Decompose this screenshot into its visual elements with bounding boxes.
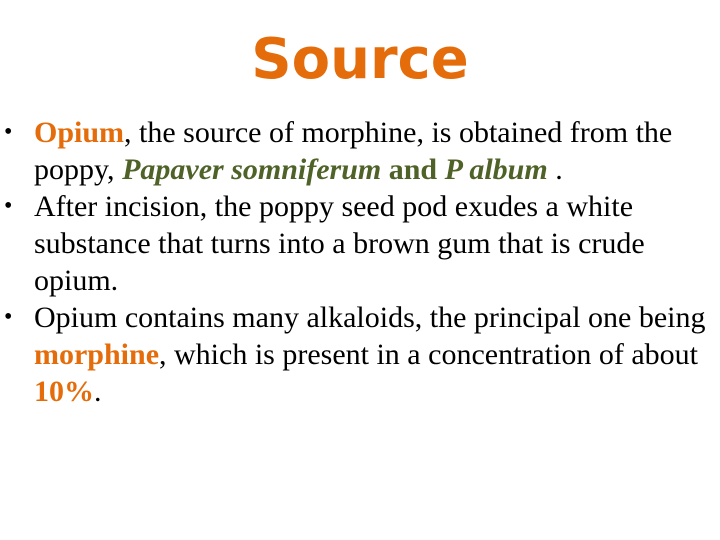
bullet-marker: • xyxy=(4,119,13,145)
bullet-marker: • xyxy=(4,304,13,330)
bullet-item-opium-source xyxy=(0,114,720,188)
term-opium: Opium xyxy=(34,116,125,149)
bullet-item-alkaloids xyxy=(0,299,720,410)
conjunction-and: and xyxy=(381,153,445,186)
species-name-2: P album xyxy=(444,153,548,186)
bullet-list xyxy=(0,114,720,410)
bullet-marker: • xyxy=(4,193,13,219)
bullet-text-end: . xyxy=(94,375,102,408)
bullet-text: After incision, the poppy seed pod exudes a white substance that turns into a brown gum that is crude opium. xyxy=(34,190,645,297)
bullet-text: Opium contains many alkaloids, the principal one being xyxy=(34,301,706,334)
concentration-value: 10% xyxy=(34,375,94,408)
bullet-text-2: , which is present in a concentration of about xyxy=(159,338,699,371)
term-morphine: morphine xyxy=(34,338,160,371)
slide-title: Source xyxy=(251,27,469,92)
bullet-text-end: . xyxy=(547,153,563,186)
bullet-text: , the source of morphine, is obtained from the poppy, xyxy=(34,116,673,186)
bullet-item-incision xyxy=(0,188,720,299)
species-name: Papaver somniferum xyxy=(122,153,382,186)
